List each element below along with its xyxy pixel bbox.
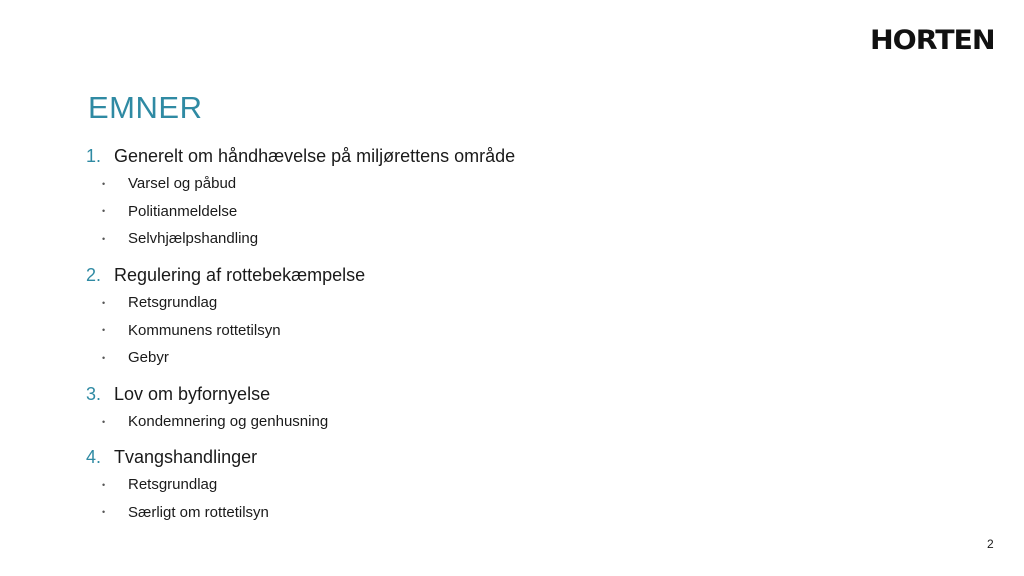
section-number: 2. xyxy=(86,265,102,285)
section-label: Regulering af rottebekæmpelse xyxy=(114,265,366,285)
agenda-section-2 xyxy=(86,264,365,372)
bullet-text: Politianmeldelse xyxy=(128,202,238,220)
bullet-text: Varsel og påbud xyxy=(128,175,237,193)
agenda-section-4 xyxy=(86,446,269,526)
logo-text: HORTEN xyxy=(870,25,995,56)
section-label: Lov om byfornyelse xyxy=(114,384,271,404)
bullet-item xyxy=(86,499,269,527)
bullet-text: Kondemnering og genhusning xyxy=(128,413,329,431)
horten-logo xyxy=(870,25,996,56)
section-heading xyxy=(86,446,269,468)
agenda-section-3 xyxy=(86,383,328,436)
bullet-item xyxy=(86,289,365,317)
page-number: 2 xyxy=(987,537,994,551)
section-label: Generelt om håndhævelse på miljørettens område xyxy=(114,146,516,166)
bullet-text: Særligt om rottetilsyn xyxy=(128,503,269,521)
bullet-icon: • xyxy=(102,178,106,189)
bullet-item xyxy=(86,344,365,372)
section-heading xyxy=(86,264,365,286)
agenda-section-1 xyxy=(86,145,515,253)
bullet-list xyxy=(86,471,269,526)
section-number: 3. xyxy=(86,384,102,404)
bullet-list xyxy=(86,289,365,372)
bullet-icon: • xyxy=(102,507,106,518)
bullet-item xyxy=(86,317,365,345)
bullet-text: Gebyr xyxy=(128,349,169,367)
bullet-text: Retsgrundlag xyxy=(128,476,218,494)
bullet-icon: • xyxy=(102,479,106,490)
bullet-text: Kommunens rottetilsyn xyxy=(128,321,281,339)
bullet-item xyxy=(86,170,515,198)
section-number: 4. xyxy=(86,447,102,467)
slide-title: EMNER xyxy=(88,90,203,125)
bullet-item xyxy=(86,198,515,226)
section-label: Tvangshandlinger xyxy=(114,447,258,467)
bullet-icon: • xyxy=(102,297,106,308)
section-heading xyxy=(86,145,515,167)
bullet-list xyxy=(86,408,328,436)
bullet-item xyxy=(86,225,515,253)
bullet-icon: • xyxy=(102,206,106,217)
bullet-text: Retsgrundlag xyxy=(128,294,218,312)
bullet-icon: • xyxy=(102,352,106,363)
bullet-icon: • xyxy=(102,325,106,336)
bullet-icon: • xyxy=(102,233,106,244)
bullet-text: Selvhjælpshandling xyxy=(128,230,259,248)
bullet-item xyxy=(86,471,269,499)
bullet-icon: • xyxy=(102,416,106,427)
section-heading xyxy=(86,383,328,405)
bullet-item xyxy=(86,408,328,436)
section-number: 1. xyxy=(86,146,102,166)
bullet-list xyxy=(86,170,515,253)
